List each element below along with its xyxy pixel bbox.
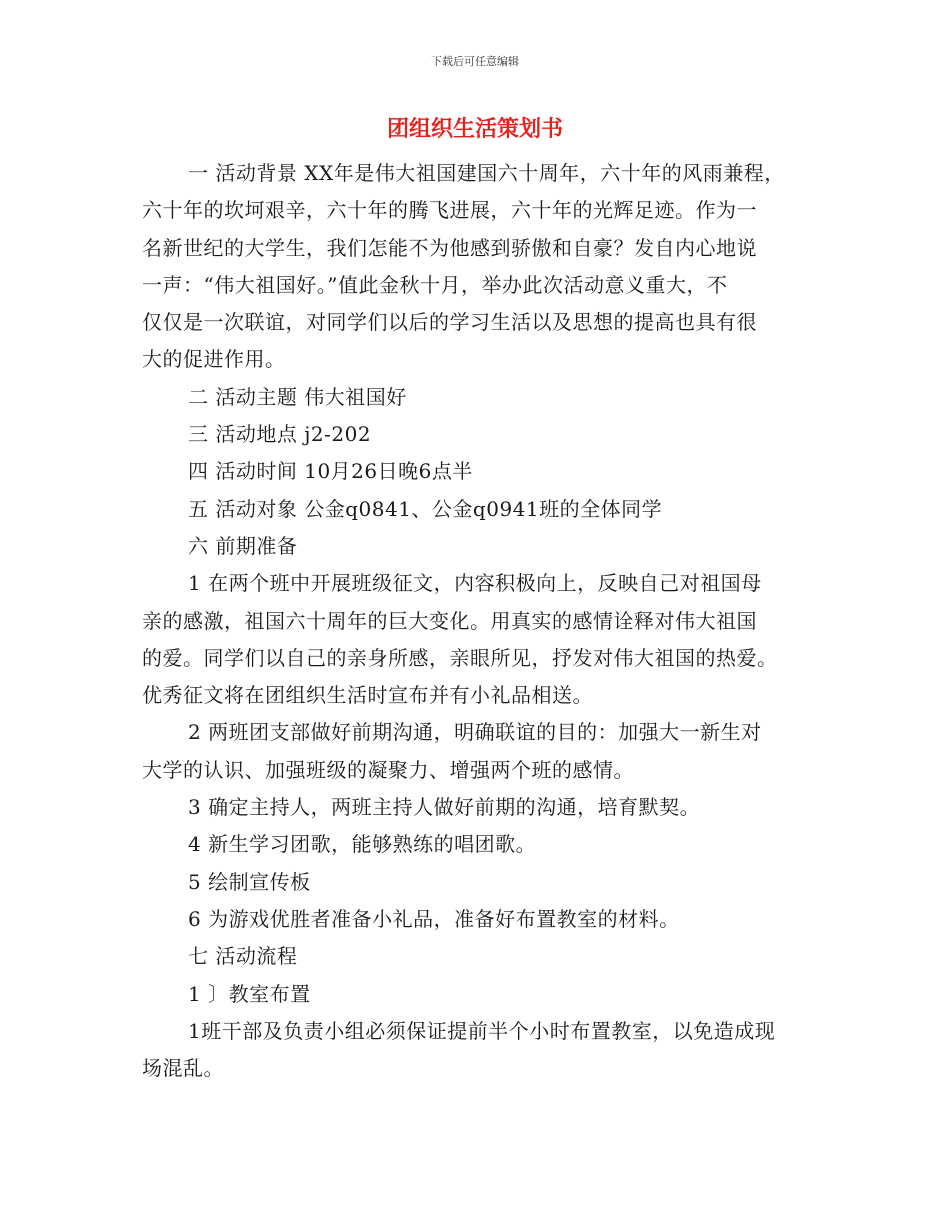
text-line: 三 活动地点 j2-202 xyxy=(188,422,372,447)
text-line: 2 两班团支部做好前期沟通，明确联谊的目的：加强大一新生对 xyxy=(188,720,762,745)
text-line: 仅仅是一次联谊，对同学们以后的学习生活以及思想的提高也具有很 xyxy=(142,310,757,335)
text-line: 场混乱。 xyxy=(142,1056,224,1081)
text-line: 四 活动时间 10月26日晚6点半 xyxy=(188,459,473,484)
text-line: 名新世纪的大学生，我们怎能不为他感到骄傲和自豪？发自内心地说 xyxy=(142,235,757,260)
text-line: 二 活动主题 伟大祖国好 xyxy=(188,384,407,409)
text-line: 六十年的坎坷艰辛，六十年的腾飞进展，六十年的光辉足迹。作为一 xyxy=(142,198,757,223)
text-line: 一 活动背景 XX年是伟大祖国建国六十周年，六十年的风雨兼程， xyxy=(188,161,785,185)
text-line: 七 活动流程 xyxy=(188,944,298,969)
text-line: 大的促进作用。 xyxy=(142,347,286,372)
document-body xyxy=(142,155,832,1087)
text-line: 亲的感激，祖国六十周年的巨大变化。用真实的感情诠释对伟大祖国 xyxy=(142,608,757,633)
text-line: 3 确定主持人，两班主持人做好前期的沟通，培育默契。 xyxy=(188,795,701,820)
text-line: 六 前期准备 xyxy=(188,533,298,558)
text-line: 五 活动对象 公金q0841、公金q0941班的全体同学 xyxy=(188,496,663,521)
text-line: 1 在两个班中开展班级征文，内容积极向上，反映自己对祖国母 xyxy=(188,571,762,596)
header-note: 下载后可任意编辑 xyxy=(431,55,519,68)
text-line: 1班干部及负责小组必须保证提前半个小时布置教室，以免造成现 xyxy=(188,1018,776,1043)
text-line: 优秀征文将在团组织生活时宣布并有小礼品相送。 xyxy=(142,683,593,708)
text-line: 6 为游戏优胜者准备小礼品，准备好布置教室的材料。 xyxy=(188,906,680,931)
text-line: 4 新生学习团歌，能够熟练的唱团歌。 xyxy=(188,832,537,857)
text-line: 大学的认识、加强班级的凝聚力、增强两个班的感情。 xyxy=(142,757,634,782)
text-line: 的爱。同学们以自己的亲身所感，亲眼所见，抒发对伟大祖国的热爱。 xyxy=(142,645,778,670)
text-line: 1 〕教室布置 xyxy=(188,981,311,1006)
document-title: 团组织生活策划书 xyxy=(386,117,563,142)
text-line: 5 绘制宣传板 xyxy=(188,869,311,894)
text-line: 一声：“伟大祖国好。”值此金秋十月，举办此次活动意义重大，不 xyxy=(142,272,728,297)
